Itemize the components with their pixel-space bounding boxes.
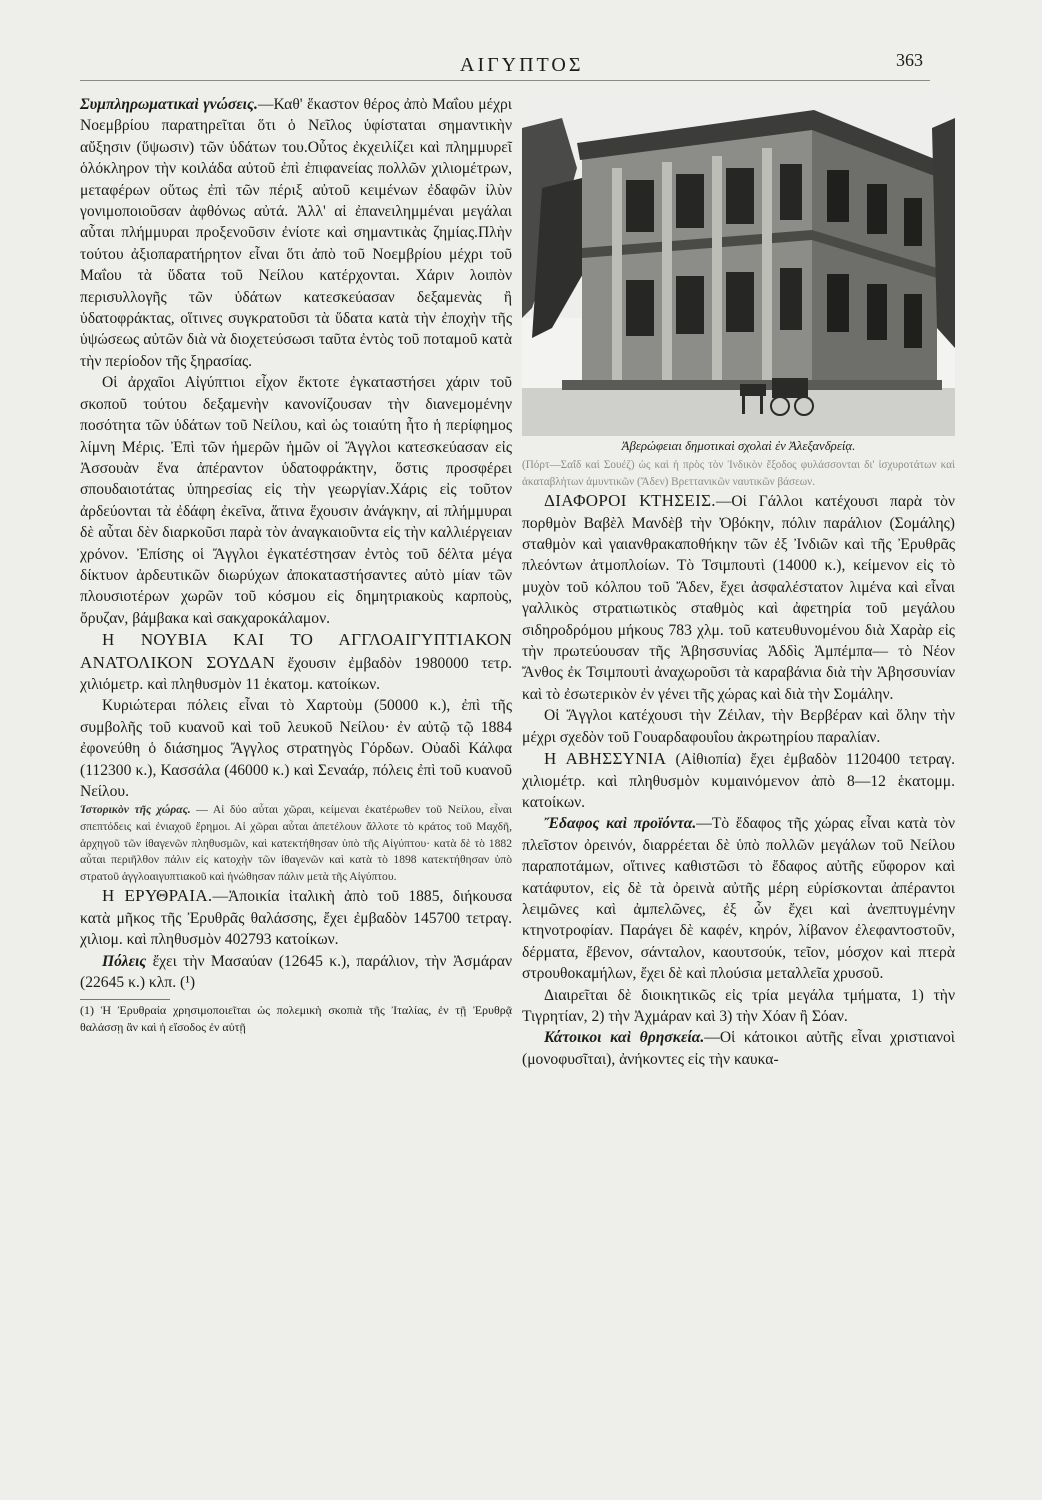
paragraph-ancient: Οἱ ἀρχαῖοι Αἰγύπτιοι εἶχον ἔκτοτε ἐγκαταστήσει χάριν τοῦ σκοποῦ τούτου δεξαμενὴν κανονίζουσαν τὴν διανεμομένην ποσότητα τῶν ὑδάτων τοῦ Νείλου, καὶ ὡς τοιαύτη ἦτο ἡ περίφημος λίμνη Μέρις. Ἐπὶ τῶν ἡμερῶν ἡμῶν οἱ Ἄγγλοι κατεσκεύασαν εἰς Ἀσσουὰν ἕνα ἀπέραντον ὑδατοφράκτην, ὅστις προσφέρει σπουδαιοτάτας ὑπηρεσίας εἰς τὴν γεωργίαν.Χάρις εἰς τοῦτον ἀρδεύονται τὰ ἐδάφη ἐκεῖνα, ἅτινα ἔχουσιν ἀνάγκην, αἱ πλήμμυραι δὲ αὗται δὲν διαρκοῦσι παρὰ τὸν ἀναγκαιοῦντα εἰς τὴν καλλιέργειαν χρόνον. Ἐπίσης οἱ Ἄγγλοι ἐγκατέστησαν ἐντὸς τοῦ δέλτα μέγα δίκτυον ἀρδευτικῶν διωρύχων ἀποκαταστήσαντες αὐτὸ μίαν τῶν πλουσιοτέρων χωρῶν τοῦ κόσμου εἰς δημητριακοὺς καρποὺς, ὄρυζαν, βάμβακα καὶ σακχαροκάλαμον. bbox=[80, 374, 512, 627]
paragraph-possessions bbox=[522, 490, 955, 705]
right-column bbox=[522, 88, 955, 1070]
footnote: (1) Ἡ Ἐρυθραία χρησιμοποιεῖται ὡς πολεμικὴ σκοπιὰ τῆς Ἰταλίας, ἐν τῇ Ἐρυθρᾷ θαλάσσῃ ἂν καὶ ἡ εἴσοδος ἐν αὐτῇ bbox=[80, 1003, 512, 1035]
paragraph-eritrea-cities bbox=[80, 951, 512, 994]
paragraph-text: (Αἰθιοπία) ἔχει ἐμβαδὸν 1120400 τετραγ. χιλιομέτρ. καὶ πληθυσμὸν κυμαινόμενον ἀπὸ 8—12 ἑκατομμ. κατοίκων. bbox=[522, 751, 955, 811]
section-lead: Ἔδαφος καὶ προϊόντα. bbox=[544, 815, 697, 833]
paragraph-text: —Οἱ Γάλλοι κατέχουσι παρὰ τὸν πορθμὸν Βαβὲλ Μανδὲβ τὴν Ὀβόκην, πόλιν παράλιον (Σομάλης) σταθμὸν καὶ γαιανθρακαποθήκην τῶν ἐξ Ἰνδιῶν καὶ τῆς Ἐρυθρᾶς πλεόντων ἀτμοπλοίων. Τὸ Τσιμπουτὶ (14000 κ.), κείμενον εἰς τὸ μυχὸν τοῦ κόλπου τοῦ Ἄδεν, ἔχει ἀσφαλέστατον λιμένα καὶ εἶναι γαλλικὸς στρατιωτικὸς σταθμὸς καὶ ἀφετηρία τοῦ μεγάλου σιδηροδρόμου μήκους 783 χλμ. τοῦ κατευθυνομένου διὰ Χαρὰρ εἰς τὴν πρωτεύουσαν τῆς Ἀβησσυνίας Ἀδδὶς Ἀμπέμπα— τὸ Νέον Ἄνθος ἐκ Τσιμπουτὶ ἀναχωροῦσι τὰ καραβάνια διὰ τὴν Ἀβησσυνίαν καὶ τὸ ἐσωτερικὸν ἐν γένει τῆς χώρας καὶ διὰ τὴν Σομάλην. bbox=[522, 493, 955, 703]
paragraph-soil bbox=[522, 813, 955, 984]
section-lead: Συμπληρωματικαὶ γνώσεις. bbox=[80, 96, 258, 113]
left-column bbox=[80, 94, 512, 1036]
section-heading: Η ΑΒΗΣΣΥΝΙΑ bbox=[544, 749, 667, 769]
paragraph-nubia bbox=[80, 629, 512, 695]
section-lead: Πόλεις bbox=[102, 952, 147, 970]
paragraph-inhabitants bbox=[522, 1027, 955, 1070]
building-photo bbox=[522, 88, 955, 436]
paragraph-abyssinia bbox=[522, 748, 955, 813]
header-divider bbox=[80, 80, 930, 81]
paragraph-admin: Διαιρεῖται δὲ διοικητικῶς εἰς τρία μεγάλα τμήματα, 1) τὴν Τιγρητίαν, 2) τὴν Ἀχμάραν καὶ 3) τὴν Χόαν ἢ Σόαν. bbox=[522, 986, 955, 1025]
paragraph-text: ἔχουσιν ἐμβαδὸν 1980000 τετρ. χιλιόμετρ. καὶ πληθυσμὸν 11 ἑκατομ. κατοίκων. bbox=[80, 654, 512, 693]
paragraph-text: — Αἱ δύο αὗται χῶραι, κείμεναι ἑκατέρωθεν τοῦ Νείλου, εἶναι σπεπτόδεις καὶ ἐνιαχοῦ ἔρημοι. Αἱ χῶραι αὗται ἀπετέλουν ἄλλοτε τὸ κράτος τοῦ Μαχδῆ, ἀρχηγοῦ τῶν ἰθαγενῶν πληθυσμῶν, καὶ κατεκτήθησαν ὑπὸ τῆς Αἰγύπτου· κατὰ δὲ τὸ 1882 αὗται περιῆλθον πάλιν εἰς κατοχὴν τῶν ἰθαγενῶν καὶ κατὰ τὸ 1898 κατεκτήθησαν ὑπὸ στρατοῦ ἀγγλοαιγυπτιακοῦ καὶ ἡνώθησαν πάλιν μετὰ τῆς Αἰγύπτου. bbox=[80, 803, 513, 883]
paragraph-text: —Ἀποικία ἰταλικὴ ἀπὸ τοῦ 1885, διήκουσα κατὰ μῆκος τῆς Ἐρυθρᾶς θαλάσσης, ἔχει ἐμβαδὸν 145700 τετραγ. χιλιομ. καὶ πληθυσμὸν 402793 κατοίκων. bbox=[80, 888, 512, 949]
paragraph-nile bbox=[80, 94, 512, 372]
paragraph-text: —Οἱ κάτοικοι αὐτῆς εἶναι χριστιανοὶ (μονοφυσῖται), ἀνήκοντες εἰς τὴν καυκα- bbox=[522, 1029, 955, 1068]
faded-note: (Πόρτ—Σαΐδ καὶ Σουέζ) ὡς καὶ ἡ πρὸς τὸν Ἰνδικὸν ἔξοδος φυλάσσονται δι' ἰσχυροτάτων καὶ ἀκαταβλήτων ἀμυντικῶν (Ἄδεν) Βρεττανικῶν ναυτικῶν βάσεων. bbox=[522, 459, 955, 488]
paragraph-text: —Καθ' ἕκαστον θέρος ἀπὸ Μαΐου μέχρι Νοεμβρίου παρατηρεῖται ὅτι ὁ Νεῖλος ὑφίσταται σημαντικὴν αὔξησιν (ὕψωσιν) τῶν ὑδάτων του.Οὗτος ἐκχειλίζει καὶ πλημμυρεῖ ὁλόκληρον τὴν κοιλάδα αὐτοῦ ἐπὶ ἐπιφανείας πολλῶν χιλιομέτρων, μεταφέρων οὕτως ἐπὶ τῶν πέριξ αὐτοῦ κειμένων ἐδαφῶν ἰλὺν γονιμοποιοῦσαν ἀφθόνως αὐτά. Ἀλλ' αἱ ἐπανειλημμέναι μεγάλαι αὗται πλήμμυραι προξενοῦσιν ἐνίοτε καὶ σημαντικὰς ζημίας.Πλὴν τούτου ἀξιοπαρατήρητον εἶναι ὅτι ἀπὸ τοῦ Νοεμβρίου μέχρι τοῦ Μαΐου τὰ ὕδατα τοῦ Νείλου κατέρχονται. Χάριν λοιπὸν περισυλλογῆς τῶν ὑδάτων κατεσκεύασαν δεξαμενὰς ἢ ὑδατοφράκτας, οἵτινες συγκρατοῦσι τὰ ὕδατα κατὰ τὴν ἐποχὴν τῆς ὑψώσεως αὐτῶν διὰ νὰ διοχετεύσωσι ταῦτα ἐντὸς τοῦ ποταμοῦ κατὰ τὴν περίοδον τῆς ξηρασίας. bbox=[80, 96, 513, 370]
section-lead: Κάτοικοι καὶ θρησκεία. bbox=[544, 1029, 705, 1047]
footnote-divider bbox=[80, 999, 170, 1000]
page-number: 363 bbox=[896, 50, 923, 70]
section-heading: Η ΕΡΥΘΡΑΙΑ. bbox=[102, 886, 213, 906]
paragraph-eritrea bbox=[80, 885, 512, 950]
paragraph-british: Οἱ Ἄγγλοι κατέχουσι τὴν Ζέιλαν, τὴν Βερβέραν καὶ ὅλην τὴν μέχρι σχεδὸν τοῦ Γουαρδαφουΐου ἀκρωτηρίου παραλίαν. bbox=[522, 707, 955, 746]
photo-caption: Ἀβερώφειαι δημοτικαὶ σχολαὶ ἐν Ἀλεξανδρείᾳ. bbox=[621, 439, 856, 453]
section-lead: Ἱστορικὸν τῆς χώρας. bbox=[80, 803, 191, 817]
paragraph-text: ἔχει τὴν Μασαύαν (12645 κ.), παράλιον, τὴν Ἀσμάραν (22645 κ.) κλπ. (¹) bbox=[80, 952, 512, 991]
paragraph-history bbox=[80, 802, 512, 885]
section-heading: ΔΙΑΦΟΡΟΙ ΚΤΗΣΕΙΣ. bbox=[544, 491, 716, 511]
page-title: ΑΙΓΥΠΤΟΣ bbox=[460, 54, 584, 76]
section-heading: Η ΝΟΥΒΙΑ ΚΑΙ ΤΟ ΑΓΓΛΟΑΙΓΥΠΤΙΑΚΟΝ ΑΝΑΤΟΛΙΚΟΝ ΣΟΥΔΑΝ bbox=[80, 630, 512, 672]
paragraph-text: —Τὸ ἔδαφος τῆς χώρας εἶναι κατὰ τὸν πλεῖστον ὀρεινόν, διαρρέεται δὲ ὑπὸ πολλῶν μεγάλων τοῦ Νείλου παραποτάμων, οἵτινες καθιστῶσι τὸ ἔδαφος αὐτῆς εὔφορον καὶ κατάφυτον, εἰς δὲ τὰ ὀρεινὰ αὐτῆς μέρη εὑρίσκονται ἀπέραντοι λειμῶνες καὶ ἀμπελῶνες, ἐξ ὧν ἔχει καὶ ἀνεπτυγμένην κτηνοτροφίαν. Παράγει δὲ καφέν, κηρόν, λίβανον ἐλεφαντοστοῦν, δέρματα, ἔβενον, σάνταλον, καουτσούκ, τεῖον, μόσχον καὶ πτερὰ στρουθοκαμήλων, ἔχει δὲ καὶ πλούσια μεταλλεῖα χρυσοῦ. bbox=[522, 815, 955, 983]
paragraph-nubia-cities: Κυριώτεραι πόλεις εἶναι τὸ Χαρτοὺμ (50000 κ.), ἐπὶ τῆς συμβολῆς τοῦ κυανοῦ καὶ τοῦ λευκοῦ Νείλου· ἐν αὐτῷ τῷ 1884 ἐφονεύθη ὁ διάσημος Ἄγγλος στρατηγὸς Γόρδων. Οὐαδὶ Κάλφα (112300 κ.), Κασσάλα (46000 κ.) καὶ Σεναάρ, πόλεις ἐπὶ τοῦ κυανοῦ Νείλου. bbox=[80, 697, 512, 800]
